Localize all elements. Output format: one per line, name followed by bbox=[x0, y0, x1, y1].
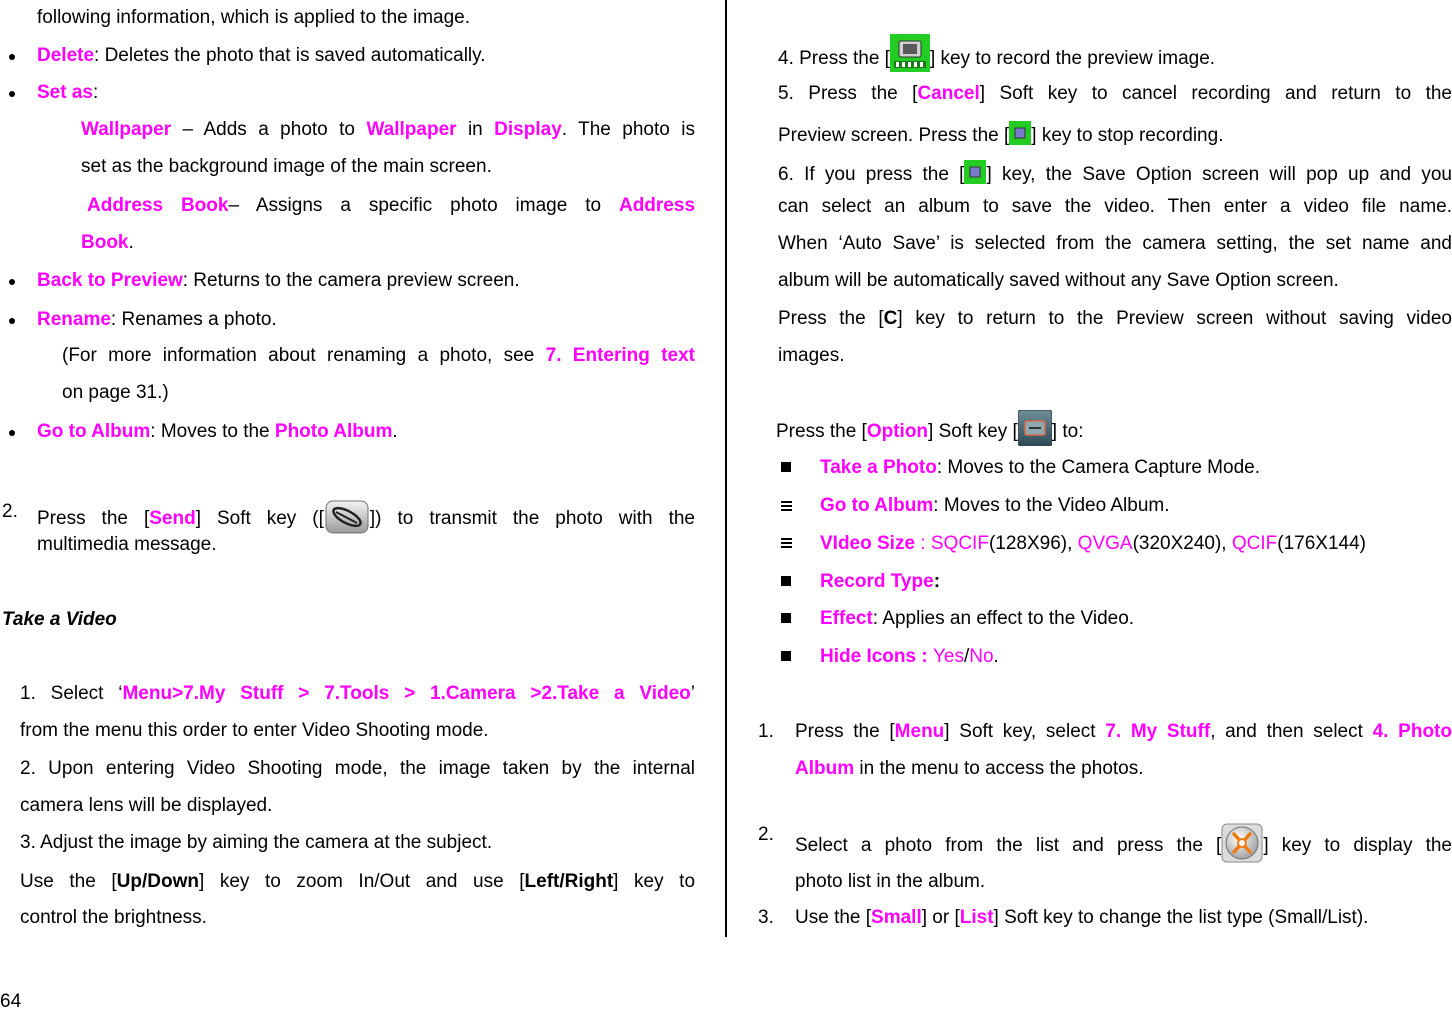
wallpaper-text: . The photo is bbox=[561, 119, 695, 140]
c-key-text: Press the [ bbox=[778, 308, 884, 329]
step4-text: ] key to record the preview image. bbox=[929, 48, 1216, 69]
size-sqcif: SQCIF bbox=[930, 533, 989, 554]
option-set-as-label: Set as bbox=[37, 82, 93, 103]
record-type-colon: : bbox=[933, 571, 941, 592]
album-step2-text: Select a photo from the list and press the [ bbox=[795, 835, 1222, 856]
option-set-as bbox=[37, 81, 98, 105]
wallpaper-label: Wallpaper bbox=[81, 119, 172, 140]
record-key-icon bbox=[890, 34, 930, 72]
hide-icons-no: No bbox=[969, 646, 994, 667]
option-take-photo bbox=[820, 456, 1260, 480]
step4-text: 4. Press the [ bbox=[778, 48, 890, 69]
step4 bbox=[778, 34, 1215, 72]
option-rename bbox=[37, 308, 277, 332]
step6-text: ] key, the Save Option screen will pop up and you bbox=[986, 164, 1452, 185]
center-key-icon bbox=[1221, 823, 1263, 863]
album-step2-line-1 bbox=[795, 823, 1452, 863]
cancel-key: Cancel bbox=[917, 83, 980, 104]
album-step1-line-1 bbox=[795, 720, 1452, 744]
option-soft-key-icon bbox=[1018, 410, 1052, 446]
go-to-album-label: Go to Album bbox=[37, 421, 151, 442]
section-title: Take a Video bbox=[2, 609, 117, 630]
album-step1-text: in the menu to access the photos. bbox=[854, 758, 1144, 779]
zoom-text: ] key to zoom In/Out and use [ bbox=[198, 871, 525, 892]
address-book-label: Address Book bbox=[87, 195, 229, 216]
step2-line-1 bbox=[37, 500, 695, 534]
stop-key-icon bbox=[1009, 121, 1031, 145]
album-step3-number: 3. bbox=[758, 907, 774, 928]
send-key: Send bbox=[149, 508, 196, 529]
size-qcif: QCIF bbox=[1231, 533, 1278, 554]
bullet-dot bbox=[9, 430, 15, 436]
menu-key: Menu bbox=[894, 721, 945, 742]
bullet-square bbox=[781, 576, 791, 586]
step2-number: 2. bbox=[2, 501, 18, 522]
album-step3-text: ] or [ bbox=[921, 907, 960, 928]
photo-album-menu: 4. Photo bbox=[1372, 721, 1452, 742]
video-size-label: VIdeo Size bbox=[820, 533, 916, 554]
small-key: Small bbox=[871, 907, 922, 928]
album-step2-number: 2. bbox=[758, 824, 774, 845]
bullet-dash bbox=[781, 501, 792, 513]
hide-icons-label: Hide Icons : bbox=[820, 646, 933, 667]
c-key-line-2: images. bbox=[778, 345, 845, 366]
take-photo-label: Take a Photo bbox=[820, 457, 937, 478]
column-divider bbox=[725, 0, 727, 937]
album-step2-line-2: photo list in the album. bbox=[795, 871, 986, 892]
zoom-line-1 bbox=[20, 870, 695, 894]
save-key-icon bbox=[964, 160, 986, 184]
step6-line-2: can select an album to save the video. Then enter a video file name. bbox=[778, 196, 1452, 217]
up-down-key: Up/Down bbox=[116, 871, 199, 892]
send-soft-key-icon bbox=[325, 500, 369, 534]
go-to-album-end: . bbox=[392, 421, 398, 442]
bullet-dot bbox=[9, 318, 15, 324]
address-book-end: . bbox=[128, 232, 134, 253]
option-set-as-colon: : bbox=[92, 82, 99, 103]
album-step3-text: ] Soft key to change the list type (Small/List). bbox=[993, 907, 1369, 928]
photo-album-menu-2: Album bbox=[795, 758, 855, 779]
album-step1-number: 1. bbox=[758, 721, 774, 742]
step2-line-2: multimedia message. bbox=[37, 534, 217, 555]
option-effect bbox=[820, 607, 1134, 631]
video-step2-line-2: camera lens will be displayed. bbox=[20, 795, 273, 816]
step6-line-4: album will be automatically saved without any Save Option screen. bbox=[778, 270, 1339, 291]
step2-text: ]) to transmit the photo with the bbox=[369, 508, 695, 529]
size-sqcif-dims: (128X96), bbox=[988, 533, 1078, 554]
option-go-album bbox=[820, 494, 1170, 518]
page-number: 64 bbox=[0, 991, 22, 1012]
step2-text: Press the [ bbox=[37, 508, 150, 529]
video-step1-line-2: from the menu this order to enter Video Shooting mode. bbox=[20, 720, 489, 741]
option-hide-icons bbox=[820, 645, 999, 669]
hide-icons-yes: Yes bbox=[932, 646, 964, 667]
zoom-line-2: control the brightness. bbox=[20, 907, 207, 928]
video-step1-line-1 bbox=[20, 682, 695, 706]
step5-line-2 bbox=[778, 121, 1223, 148]
size-qcif-dims: (176X144) bbox=[1277, 533, 1366, 554]
video-step1-quote: ’ bbox=[690, 683, 695, 704]
option-intro-text: ] to: bbox=[1051, 421, 1084, 442]
go-to-album-text: : Moves to the bbox=[150, 421, 275, 442]
rename-note-line-1 bbox=[62, 344, 695, 368]
go-album-label: Go to Album bbox=[820, 495, 934, 516]
bullet-square bbox=[781, 613, 791, 623]
take-video-menu-path: Menu>7.My Stuff > 7.Tools > 1.Camera >2.Take a Video bbox=[122, 683, 691, 704]
wallpaper-text: – Adds a photo to bbox=[171, 119, 367, 140]
hide-icons-end: . bbox=[993, 646, 999, 667]
display-menu: Display bbox=[494, 119, 562, 140]
rename-note-line-2: on page 31.) bbox=[62, 382, 169, 403]
option-intro-text: Press the [ bbox=[776, 421, 867, 442]
entering-text-link: 7. Entering text bbox=[545, 345, 695, 366]
take-photo-desc: : Moves to the Camera Capture Mode. bbox=[936, 457, 1260, 478]
effect-desc: : Applies an effect to the Video. bbox=[872, 608, 1135, 629]
step5-text: ] Soft key to cancel recording and return to the bbox=[979, 83, 1452, 104]
intro-line: following information, which is applied to the image. bbox=[37, 7, 471, 28]
step6-text: 6. If you press the [ bbox=[778, 164, 965, 185]
option-video-size bbox=[820, 532, 1366, 556]
step6-line-3: When ‘Auto Save’ is selected from the camera setting, the set name and bbox=[778, 233, 1452, 254]
rename-label: Rename bbox=[37, 309, 111, 330]
size-qvga: QVGA bbox=[1077, 533, 1133, 554]
rename-desc: : Renames a photo. bbox=[110, 309, 277, 330]
effect-label: Effect bbox=[820, 608, 873, 629]
wallpaper-line-2: set as the background image of the main screen. bbox=[81, 156, 492, 177]
address-book-text: – Assigns a specific photo image to bbox=[228, 195, 619, 216]
option-key: Option bbox=[866, 421, 929, 442]
back-to-preview-label: Back to Preview bbox=[37, 270, 183, 291]
c-key: C bbox=[883, 308, 898, 329]
step5-text: 5. Press the [ bbox=[778, 83, 918, 104]
record-type-label: Record Type bbox=[820, 571, 934, 592]
zoom-text: Use the [ bbox=[20, 871, 117, 892]
address-book-line-1 bbox=[87, 194, 695, 218]
step6-line-1 bbox=[778, 160, 1452, 187]
album-step2-text: ] key to display the bbox=[1263, 835, 1452, 856]
album-step1-text: Press the [ bbox=[795, 721, 895, 742]
album-step3-text: Use the [ bbox=[795, 907, 872, 928]
back-to-preview-desc: : Returns to the camera preview screen. bbox=[182, 270, 520, 291]
address-book-line-2 bbox=[81, 231, 134, 255]
option-delete-desc: : Deletes the photo that is saved automatically. bbox=[94, 45, 486, 66]
left-right-key: Left/Right bbox=[524, 871, 614, 892]
bullet-dot bbox=[9, 91, 15, 97]
go-album-desc: : Moves to the Video Album. bbox=[933, 495, 1170, 516]
address-book-target-2: Book bbox=[81, 232, 129, 253]
address-book-target: Address bbox=[618, 195, 696, 216]
album-step1-text: ] Soft key, select bbox=[944, 721, 1106, 742]
step5-text: ] key to stop recording. bbox=[1031, 125, 1224, 146]
option-delete-label: Delete bbox=[37, 45, 95, 66]
video-step3: 3. Adjust the image by aiming the camera at the subject. bbox=[20, 832, 493, 853]
album-step1-line-2 bbox=[795, 757, 1144, 781]
list-key: List bbox=[959, 907, 994, 928]
step5-line-1 bbox=[778, 82, 1452, 106]
bullet-square bbox=[781, 462, 791, 472]
video-size-sep: : bbox=[915, 533, 931, 554]
option-intro bbox=[776, 410, 1083, 446]
size-qvga-dims: (320X240), bbox=[1132, 533, 1232, 554]
wallpaper-line-1 bbox=[81, 118, 695, 142]
video-step1-text: 1. Select ‘ bbox=[20, 683, 123, 704]
my-stuff-menu: 7. My Stuff bbox=[1105, 721, 1211, 742]
step2-text: ] Soft key ([ bbox=[195, 508, 324, 529]
bullet-square bbox=[781, 651, 791, 661]
c-key-text: ] key to return to the Preview screen without saving video bbox=[897, 308, 1452, 329]
rename-note-text: (For more information about renaming a photo, see bbox=[62, 345, 546, 366]
hide-icons-slash: / bbox=[963, 646, 970, 667]
wallpaper-text: in bbox=[456, 119, 495, 140]
option-intro-text: ] Soft key [ bbox=[928, 421, 1018, 442]
option-record-type bbox=[820, 570, 940, 594]
zoom-text: ] key to bbox=[613, 871, 696, 892]
option-go-to-album bbox=[37, 420, 398, 444]
bullet-dash bbox=[781, 538, 792, 550]
album-step3 bbox=[795, 906, 1368, 930]
step5-text: Preview screen. Press the [ bbox=[778, 125, 1010, 146]
album-step1-text: , and then select bbox=[1210, 721, 1373, 742]
option-back-to-preview bbox=[37, 269, 520, 293]
video-step2-line-1: 2. Upon entering Video Shooting mode, the image taken by the internal bbox=[20, 758, 695, 779]
bullet-dot bbox=[9, 279, 15, 285]
wallpaper-target: Wallpaper bbox=[366, 119, 457, 140]
c-key-line-1 bbox=[778, 307, 1452, 331]
option-delete bbox=[37, 44, 486, 68]
bullet-dot bbox=[9, 54, 15, 60]
photo-album-target: Photo Album bbox=[274, 421, 393, 442]
